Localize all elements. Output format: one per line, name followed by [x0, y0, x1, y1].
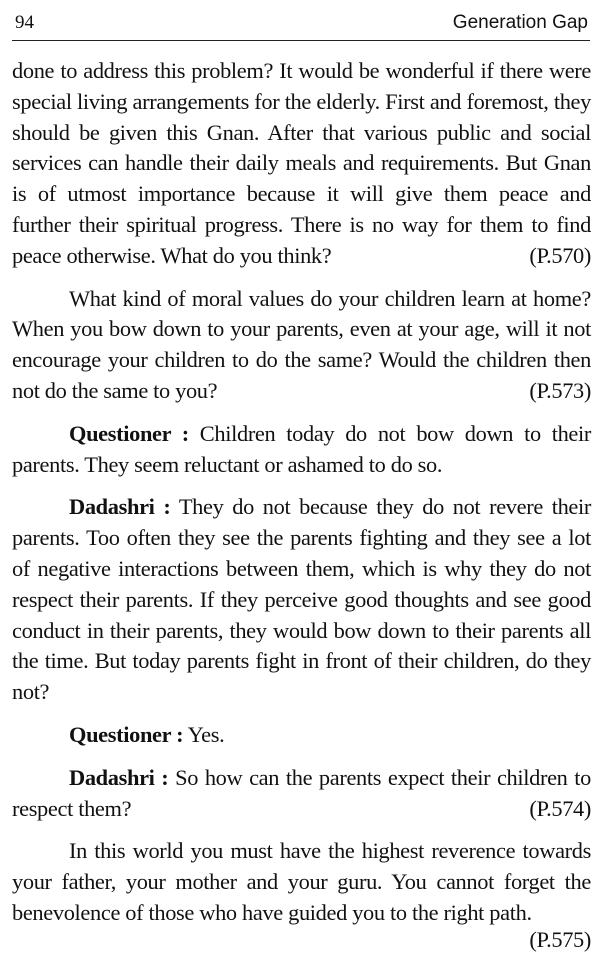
page-body [12, 56, 591, 968]
running-title: Generation Gap [452, 12, 588, 33]
page-reference: (P.574) [529, 795, 591, 821]
paragraph [12, 284, 591, 407]
paragraph-text: Yes. [187, 721, 225, 747]
paragraph-text: done to address this problem? It would be wonderful if there were special living arrangements for the elderly. First and foremost, they should be given this Gnan. After that various public and social services can handle their daily meals and requirements. But Gnan is of utmost importance because it will give them peace and further their spiritual progress. There is no way for them to find peace otherwise. What do you think? [12, 58, 591, 268]
paragraph-text: In this world you must have the highest reverence towards your father, your mother and your guru. You cannot forget the benevolence of those who have guided you to the right path. [12, 838, 591, 925]
paragraph-text: What kind of moral values do your children learn at home? When you bow down to your parents, even at your age, will it not encourage your children to do the same? Would the children then not do the same to you? [12, 285, 591, 403]
speaker-label: Dadashri : [69, 764, 169, 790]
speaker-label: Dadashri : [69, 494, 171, 520]
speaker-label: Questioner : [69, 721, 184, 747]
dialogue-paragraph [12, 763, 591, 825]
speaker-label: Questioner : [69, 420, 189, 446]
paragraph-text: Children today do not bow down to their parents. They seem reluctant or ashamed to do so. [12, 420, 591, 477]
paragraph-continued [12, 56, 591, 272]
page-reference: (P.573) [529, 377, 591, 403]
page-header [12, 4, 590, 41]
dialogue-paragraph [12, 492, 591, 708]
page-number: 94 [15, 12, 34, 33]
paragraph-text: They do not because they do not revere their parents. Too often they see the parents fighting and they see a lot of negative interactions between them, which is why they do not respect their parents. If they perceive good thoughts and see good conduct in their parents, they would bow down to their parents all the time. But today parents fight in front of their children, do they not? [12, 494, 591, 705]
page-reference: (P.570) [529, 242, 591, 268]
page-reference: (P.575) [529, 926, 591, 952]
paragraph-text: So how can the parents expect their children to respect them? [12, 764, 591, 821]
dialogue-paragraph [12, 419, 591, 481]
dialogue-paragraph [12, 720, 591, 751]
page-reference-line [12, 925, 591, 956]
paragraph [12, 836, 591, 928]
